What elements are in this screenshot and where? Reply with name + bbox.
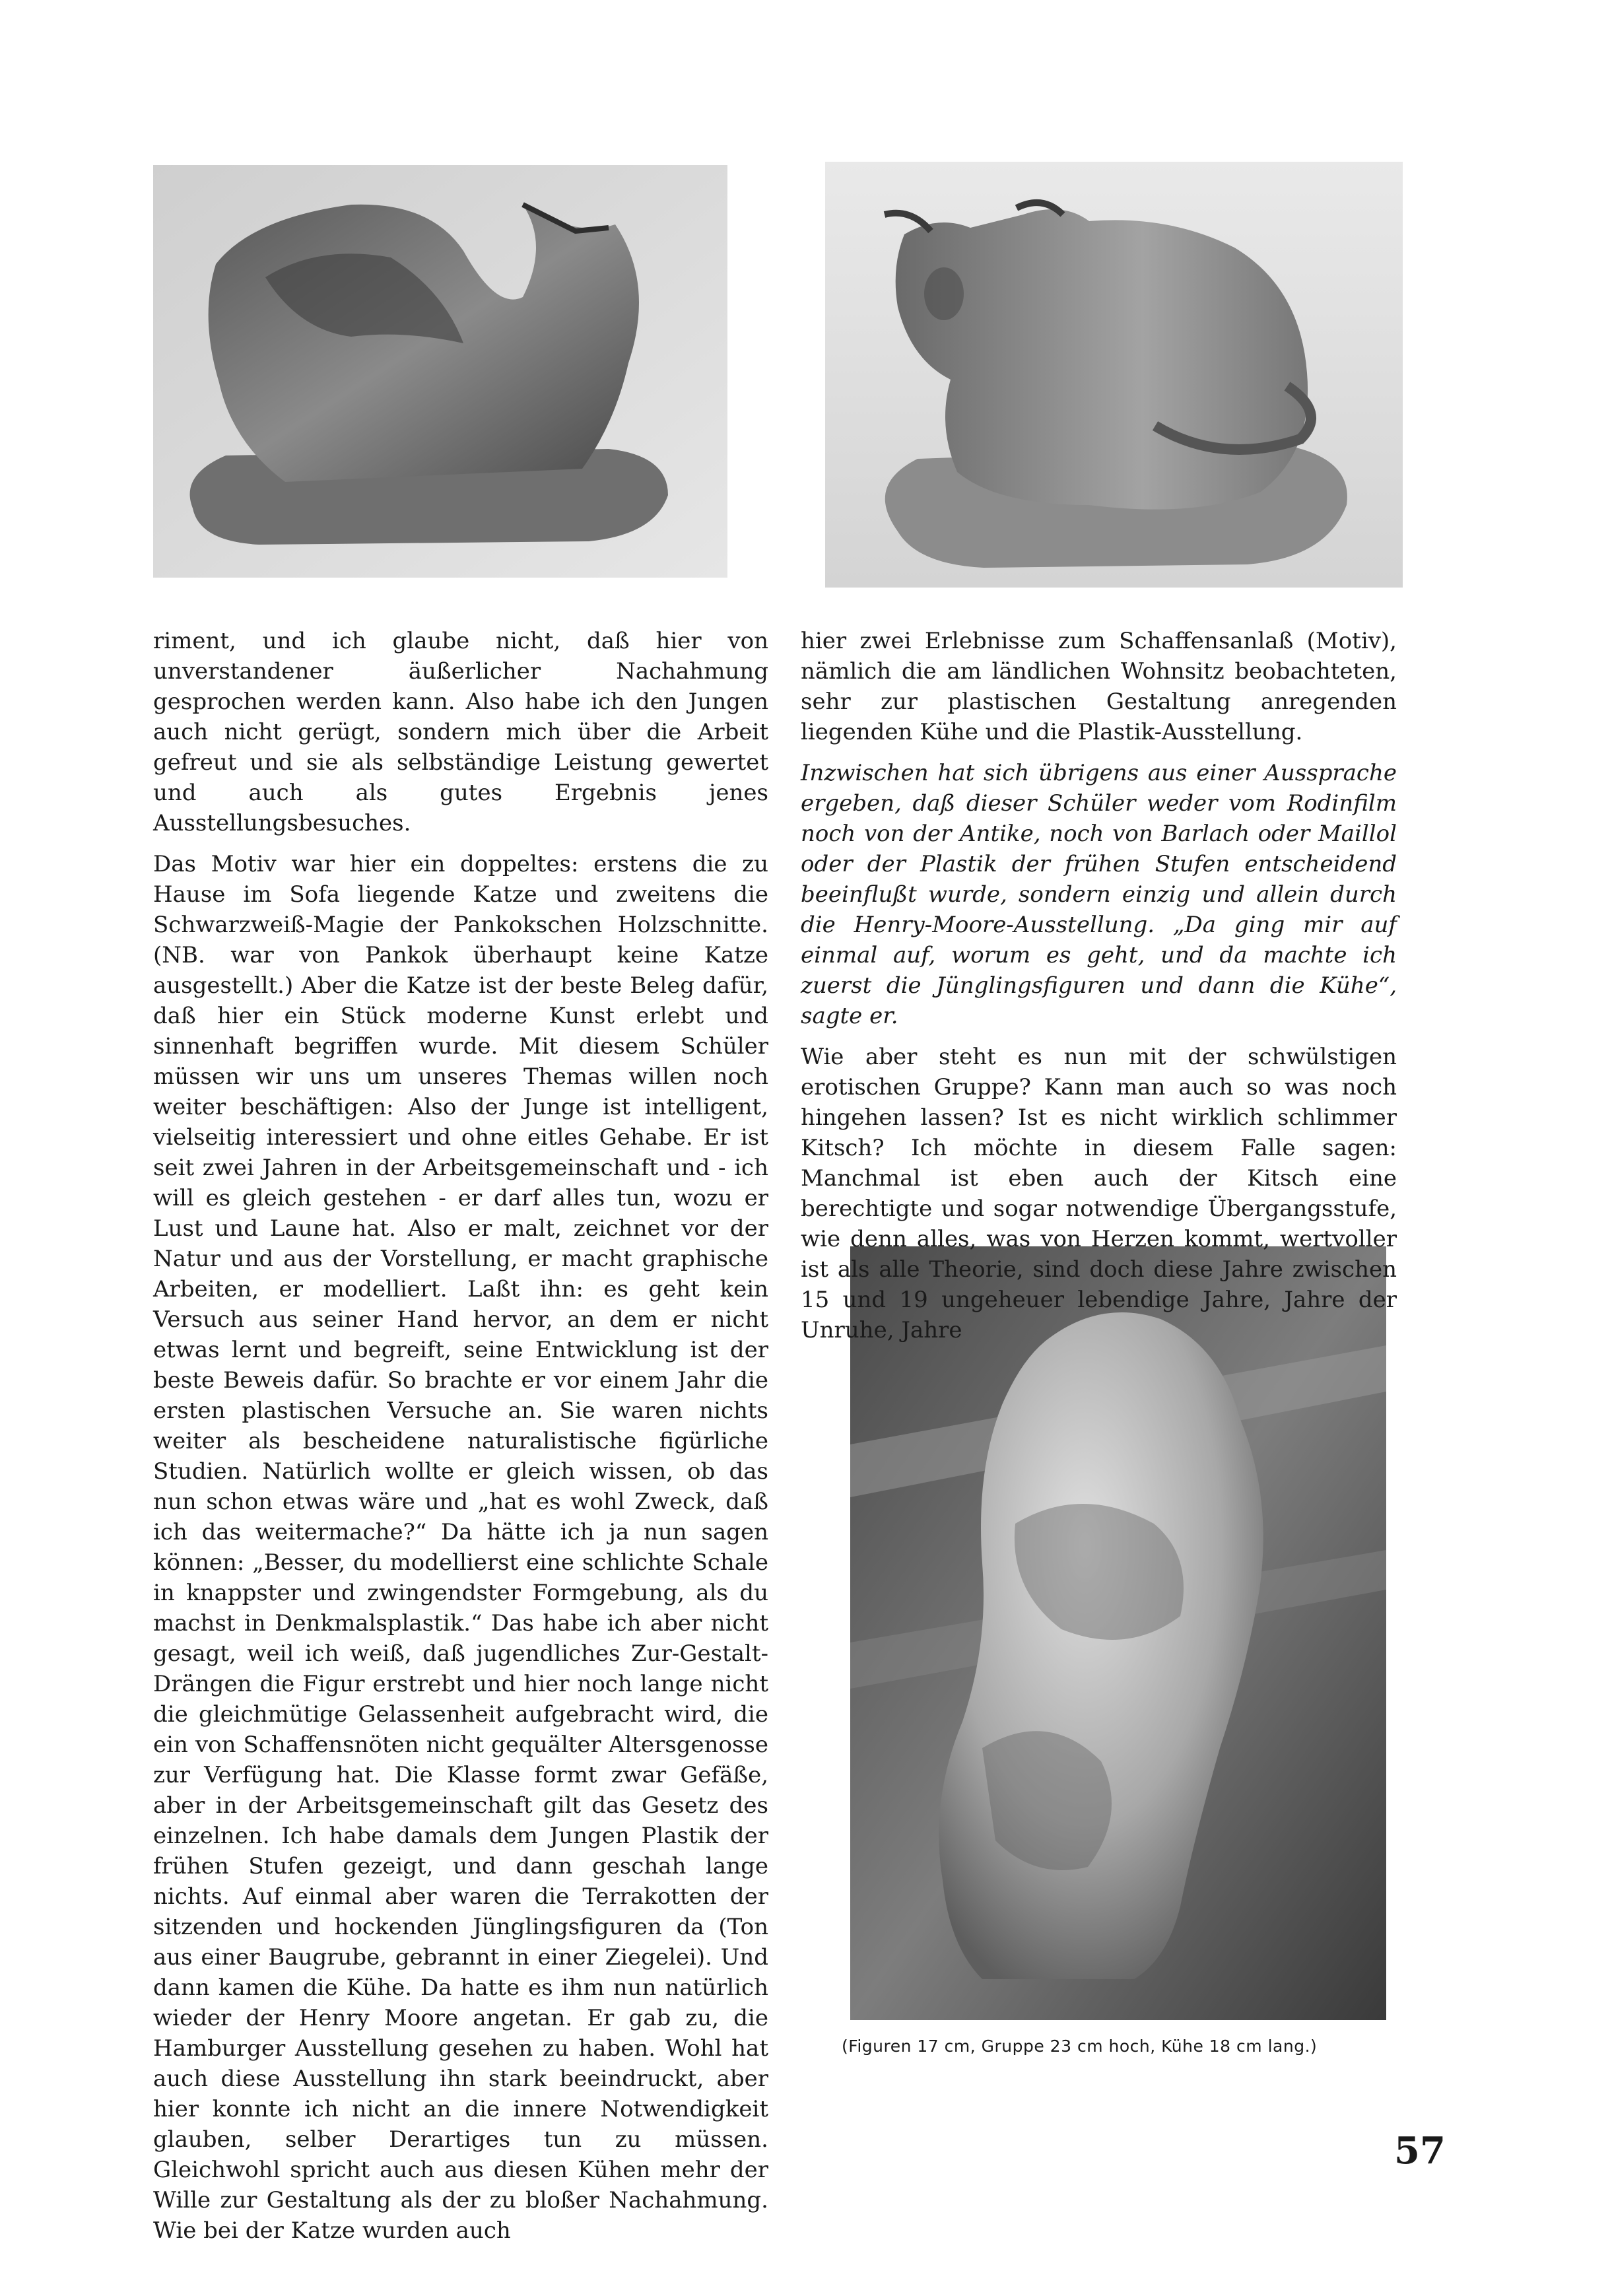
left-text-column: [153, 626, 768, 2256]
cat-sculpture-image: [153, 165, 727, 578]
right-paragraph-1: hier zwei Erlebnisse zum Schaffensanlaß (Motiv), nämlich die am ländlichen Wohnsitz beobachteten, sehr zur plastischen Gestaltung anregenden liegenden Kühe und die Plastik-Ausstellung.: [801, 628, 1397, 745]
cow-sculpture-image: [825, 162, 1403, 588]
photo-cat-sculpture: [153, 165, 727, 578]
photo-group-sculpture: [850, 1246, 1386, 2020]
right-text-column: [801, 626, 1397, 1356]
right-paragraph-3: Wie aber steht es nun mit der schwülstigen erotischen Gruppe? Kann man auch so was noch hingehen lassen? Ist es nicht wirklich schlimmer Kitsch? Ich möchte in diesem Falle sagen: Manchmal ist eben auch der Kitsch eine berechtigte und sogar notwendige Übergangsstufe, wie denn alles, was von Herzen kommt, wertvoller ist als alle Theorie, sind doch diese Jahre zwischen 15 und 19 ungeheuer lebendige Jahre, Jahre der Unruhe, Jahre: [801, 1044, 1397, 1343]
left-paragraph-2: Das Motiv war hier ein doppeltes: erstens die zu Hause im Sofa liegende Katze und zweitens die Schwarzweiß-Magie der Pankokschen Holzschnitte. (NB. war von Pankok überhaupt keine Katze ausgestellt.) Aber die Katze ist der beste Beleg dafür, daß hier ein Stück moderne Kunst erlebt und sinnenhaft begriffen wurde. Mit diesem Schüler müssen wir uns um unseres Themas willen noch weiter beschäftigen: Also der Junge ist intelligent, vielseitig interessiert und ohne eitles Gehabe. Er ist seit zwei Jahren in der Arbeitsgemeinschaft und - ich will es gleich gestehen - er darf alles tun, wozu er Lust und Laune hat. Also er malt, zeichnet vor der Natur und aus der Vorstellung, er macht graphische Arbeiten, er modelliert. Laßt ihn: es geht kein Versuch aus seiner Hand hervor, an dem er nicht etwas lernt und begreift, seine Entwicklung ist der beste Beweis dafür. So brachte er vor einem Jahr die ersten plastischen Versuche an. Sie waren nichts weiter als bescheidene naturalistische figürliche Studien. Natürlich wollte er gleich wissen, ob das nun schon etwas wäre und „hat es wohl Zweck, daß ich das weitermache?“ Da hätte ich ja nun sagen können: „Besser, du modellierst eine schlichte Schale in knappster und zwingendster Formgebung, als du machst in Denkmalsplastik.“ Das habe ich aber nicht gesagt, weil ich weiß, daß jugendliches Zur-Gestalt-Drängen die Figur erstrebt und hier noch lange nicht die gleichmütige Gelassenheit aufgebracht wird, die ein von Schaffensnöten nicht gequälter Altersgenosse zur Verfügung hat. Die Klasse formt zwar Gefäße, aber in der Arbeitsgemeinschaft gilt das Gesetz des einzelnen. Ich habe damals dem Jungen Plastik der frühen Stufen gezeigt, und dann geschah lange nichts. Auf einmal aber waren die Terrakotten der sitzenden und hockenden Jünglingsfiguren da (Ton aus einer Baugrube, gebrannt in einer Ziegelei). Und dann kamen die Kühe. Da hatte es ihm nun natürlich wieder der Henry Moore angetan. Er gab zu, die Hamburger Ausstellung gesehen zu haben. Wohl hat auch diese Ausstellung ihn stark beeindruckt, aber hier konnte ich nicht an die innere Notwendigkeit glauben, selber Derartiges tun zu müssen. Gleichwohl spricht auch aus diesen Kühen mehr der Wille zur Gestaltung als der zu bloßer Nachahmung. Wie bei der Katze wurden auch: [153, 851, 768, 2244]
group-sculpture-image: [850, 1246, 1386, 2020]
photo-cow-sculpture: [825, 162, 1403, 588]
right-paragraph-2-italic: Inzwischen hat sich übrigens aus einer Aussprache ergeben, daß dieser Schüler weder vom Rodinfilm noch von der Antike, noch von Barlach oder Maillol oder der Plastik der frühen Stufen entscheidend beeinflußt wurde, sondern einzig und allein durch die Henry-Moore-Ausstellung. „Da ging mir auf einmal auf, worum es geht, und da machte ich zuerst die Jünglingsfiguren und dann die Kühe“, sagte er.: [801, 760, 1397, 1029]
figure-caption: (Figuren 17 cm, Gruppe 23 cm hoch, Kühe 18 cm lang.): [842, 2037, 1318, 2056]
page-number: 57: [1394, 2129, 1446, 2173]
left-paragraph-1: riment, und ich glaube nicht, daß hier von unverstandener äußerlicher Nachahmung gesprochen werden kann. Also habe ich den Jungen auch nicht gerügt, sondern mich über die Arbeit gefreut und sie als selbständige Leistung gewertet und auch als gutes Ergebnis jenes Ausstellungsbesuches.: [153, 628, 768, 836]
